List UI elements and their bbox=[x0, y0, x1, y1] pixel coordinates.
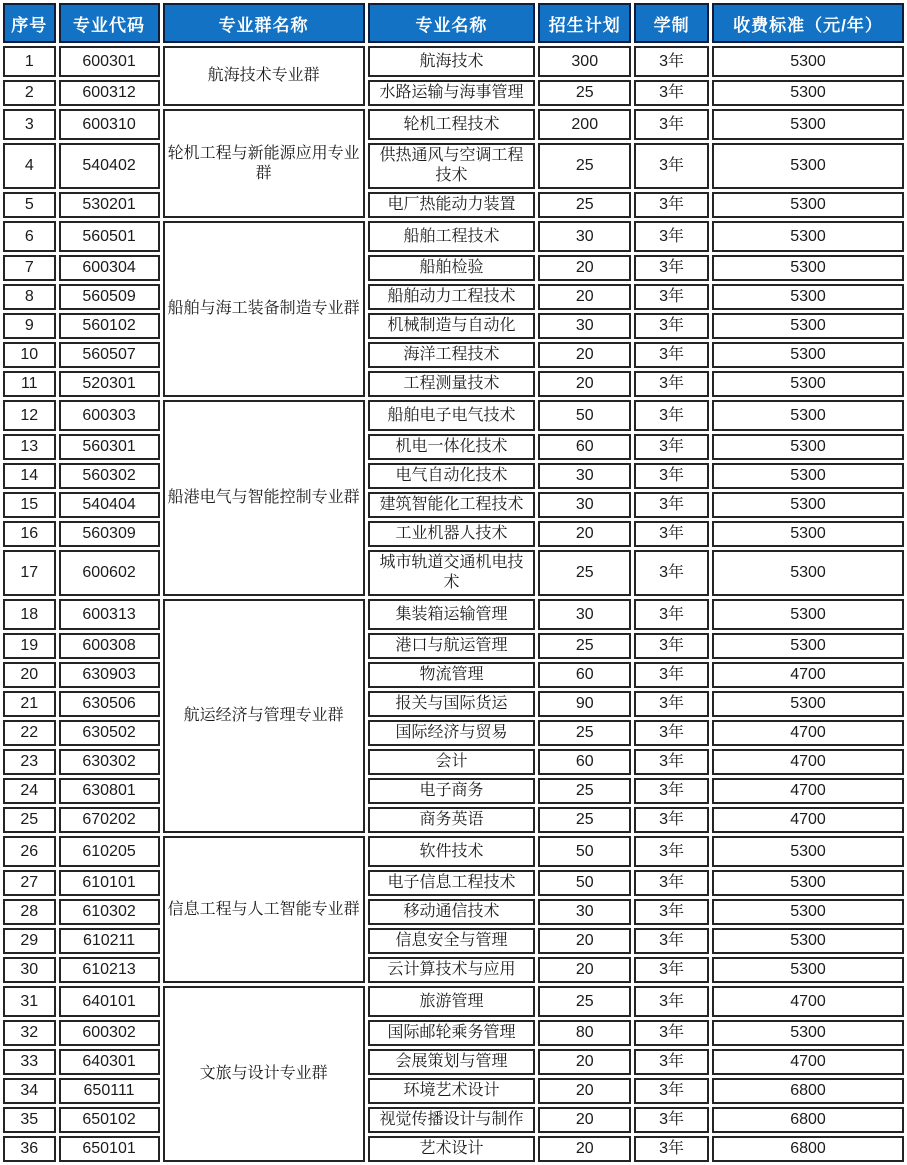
cell-major-name: 国际邮轮乘务管理 bbox=[368, 1020, 536, 1046]
table-row bbox=[3, 550, 904, 596]
cell-major-name: 供热通风与空调工程技术 bbox=[368, 143, 536, 189]
cell-fee: 6800 bbox=[712, 1136, 904, 1162]
table-row bbox=[3, 986, 904, 1017]
table-row bbox=[3, 720, 904, 746]
cell-enrollment-plan: 25 bbox=[538, 80, 631, 106]
cell-serial-number: 2 bbox=[3, 80, 56, 106]
cell-duration: 3年 bbox=[634, 192, 709, 218]
table-row bbox=[3, 255, 904, 281]
cell-major-name: 航海技术 bbox=[368, 46, 536, 77]
cell-serial-number: 24 bbox=[3, 778, 56, 804]
cell-major-code: 560501 bbox=[59, 221, 160, 252]
cell-major-code: 610302 bbox=[59, 899, 160, 925]
cell-duration: 3年 bbox=[634, 720, 709, 746]
cell-major-code: 560302 bbox=[59, 463, 160, 489]
cell-serial-number: 25 bbox=[3, 807, 56, 833]
cell-enrollment-plan: 60 bbox=[538, 662, 631, 688]
cell-major-code: 630903 bbox=[59, 662, 160, 688]
cell-serial-number: 33 bbox=[3, 1049, 56, 1075]
cell-major-name: 云计算技术与应用 bbox=[368, 957, 536, 983]
cell-fee: 5300 bbox=[712, 492, 904, 518]
cell-major-code: 640301 bbox=[59, 1049, 160, 1075]
cell-major-code: 630801 bbox=[59, 778, 160, 804]
cell-fee: 5300 bbox=[712, 599, 904, 630]
table-row bbox=[3, 143, 904, 189]
cell-major-name: 信息安全与管理 bbox=[368, 928, 536, 954]
cell-fee: 5300 bbox=[712, 342, 904, 368]
table-row bbox=[3, 957, 904, 983]
cell-major-code: 530201 bbox=[59, 192, 160, 218]
cell-enrollment-plan: 200 bbox=[538, 109, 631, 140]
cell-major-name: 软件技术 bbox=[368, 836, 536, 867]
cell-major-name: 环境艺术设计 bbox=[368, 1078, 536, 1104]
cell-duration: 3年 bbox=[634, 1107, 709, 1133]
cell-enrollment-plan: 20 bbox=[538, 255, 631, 281]
table-row bbox=[3, 463, 904, 489]
cell-serial-number: 32 bbox=[3, 1020, 56, 1046]
header-major-name: 专业名称 bbox=[368, 3, 536, 43]
cell-major-code: 630502 bbox=[59, 720, 160, 746]
cell-major-group-name: 轮机工程与新能源应用专业群 bbox=[163, 109, 365, 218]
table-row bbox=[3, 46, 904, 77]
cell-major-name: 工业机器人技术 bbox=[368, 521, 536, 547]
cell-enrollment-plan: 25 bbox=[538, 550, 631, 596]
cell-duration: 3年 bbox=[634, 957, 709, 983]
cell-duration: 3年 bbox=[634, 550, 709, 596]
cell-duration: 3年 bbox=[634, 313, 709, 339]
cell-major-name: 报关与国际货运 bbox=[368, 691, 536, 717]
cell-major-code: 540402 bbox=[59, 143, 160, 189]
cell-major-code: 560309 bbox=[59, 521, 160, 547]
cell-fee: 5300 bbox=[712, 550, 904, 596]
cell-serial-number: 5 bbox=[3, 192, 56, 218]
header-major-code: 专业代码 bbox=[59, 3, 160, 43]
cell-major-code: 630506 bbox=[59, 691, 160, 717]
cell-duration: 3年 bbox=[634, 928, 709, 954]
cell-enrollment-plan: 25 bbox=[538, 633, 631, 659]
cell-major-group-name: 船港电气与智能控制专业群 bbox=[163, 400, 365, 596]
cell-serial-number: 30 bbox=[3, 957, 56, 983]
table-row bbox=[3, 109, 904, 140]
cell-fee: 5300 bbox=[712, 463, 904, 489]
header-serial-number: 序号 bbox=[3, 3, 56, 43]
cell-major-name: 城市轨道交通机电技术 bbox=[368, 550, 536, 596]
table-row bbox=[3, 599, 904, 630]
cell-serial-number: 9 bbox=[3, 313, 56, 339]
cell-enrollment-plan: 60 bbox=[538, 434, 631, 460]
cell-fee: 5300 bbox=[712, 434, 904, 460]
table-row bbox=[3, 1136, 904, 1162]
cell-major-name: 港口与航运管理 bbox=[368, 633, 536, 659]
cell-serial-number: 20 bbox=[3, 662, 56, 688]
cell-major-name: 轮机工程技术 bbox=[368, 109, 536, 140]
cell-major-name: 旅游管理 bbox=[368, 986, 536, 1017]
cell-major-code: 600301 bbox=[59, 46, 160, 77]
cell-major-name: 水路运输与海事管理 bbox=[368, 80, 536, 106]
cell-duration: 3年 bbox=[634, 143, 709, 189]
cell-serial-number: 6 bbox=[3, 221, 56, 252]
cell-major-code: 630302 bbox=[59, 749, 160, 775]
cell-serial-number: 22 bbox=[3, 720, 56, 746]
cell-serial-number: 29 bbox=[3, 928, 56, 954]
cell-fee: 5300 bbox=[712, 1020, 904, 1046]
table-row bbox=[3, 400, 904, 431]
table-row bbox=[3, 807, 904, 833]
table-row bbox=[3, 434, 904, 460]
cell-fee: 4700 bbox=[712, 1049, 904, 1075]
cell-fee: 4700 bbox=[712, 662, 904, 688]
cell-major-group-name: 航运经济与管理专业群 bbox=[163, 599, 365, 833]
cell-fee: 4700 bbox=[712, 986, 904, 1017]
cell-major-code: 600302 bbox=[59, 1020, 160, 1046]
table-row bbox=[3, 899, 904, 925]
cell-major-name: 电厂热能动力装置 bbox=[368, 192, 536, 218]
table-row bbox=[3, 1049, 904, 1075]
cell-major-name: 国际经济与贸易 bbox=[368, 720, 536, 746]
cell-fee: 4700 bbox=[712, 720, 904, 746]
cell-duration: 3年 bbox=[634, 521, 709, 547]
cell-serial-number: 3 bbox=[3, 109, 56, 140]
cell-duration: 3年 bbox=[634, 691, 709, 717]
cell-enrollment-plan: 20 bbox=[538, 284, 631, 310]
table-row bbox=[3, 749, 904, 775]
cell-major-code: 600308 bbox=[59, 633, 160, 659]
cell-duration: 3年 bbox=[634, 1136, 709, 1162]
cell-serial-number: 35 bbox=[3, 1107, 56, 1133]
cell-fee: 5300 bbox=[712, 899, 904, 925]
table-row bbox=[3, 371, 904, 397]
cell-enrollment-plan: 20 bbox=[538, 1078, 631, 1104]
cell-enrollment-plan: 50 bbox=[538, 836, 631, 867]
cell-major-name: 船舶工程技术 bbox=[368, 221, 536, 252]
cell-major-code: 600303 bbox=[59, 400, 160, 431]
cell-major-name: 艺术设计 bbox=[368, 1136, 536, 1162]
cell-duration: 3年 bbox=[634, 836, 709, 867]
cell-duration: 3年 bbox=[634, 255, 709, 281]
cell-duration: 3年 bbox=[634, 1020, 709, 1046]
cell-fee: 5300 bbox=[712, 46, 904, 77]
cell-major-code: 670202 bbox=[59, 807, 160, 833]
cell-major-code: 610101 bbox=[59, 870, 160, 896]
cell-fee: 5300 bbox=[712, 957, 904, 983]
cell-serial-number: 31 bbox=[3, 986, 56, 1017]
cell-enrollment-plan: 20 bbox=[538, 957, 631, 983]
cell-major-name: 电气自动化技术 bbox=[368, 463, 536, 489]
cell-major-name: 机械制造与自动化 bbox=[368, 313, 536, 339]
table-row bbox=[3, 284, 904, 310]
cell-enrollment-plan: 90 bbox=[538, 691, 631, 717]
header-major-group-name: 专业群名称 bbox=[163, 3, 365, 43]
table-row bbox=[3, 342, 904, 368]
cell-enrollment-plan: 20 bbox=[538, 521, 631, 547]
cell-enrollment-plan: 60 bbox=[538, 749, 631, 775]
cell-serial-number: 1 bbox=[3, 46, 56, 77]
cell-major-name: 电子信息工程技术 bbox=[368, 870, 536, 896]
cell-enrollment-plan: 20 bbox=[538, 342, 631, 368]
header-fee-standard: 收费标准（元/年） bbox=[712, 3, 904, 43]
cell-duration: 3年 bbox=[634, 80, 709, 106]
cell-fee: 5300 bbox=[712, 521, 904, 547]
cell-serial-number: 21 bbox=[3, 691, 56, 717]
cell-enrollment-plan: 20 bbox=[538, 1107, 631, 1133]
table-row bbox=[3, 80, 904, 106]
cell-major-code: 560507 bbox=[59, 342, 160, 368]
cell-fee: 5300 bbox=[712, 400, 904, 431]
cell-major-code: 520301 bbox=[59, 371, 160, 397]
cell-duration: 3年 bbox=[634, 221, 709, 252]
cell-major-name: 会计 bbox=[368, 749, 536, 775]
cell-serial-number: 13 bbox=[3, 434, 56, 460]
cell-enrollment-plan: 25 bbox=[538, 807, 631, 833]
cell-duration: 3年 bbox=[634, 899, 709, 925]
cell-enrollment-plan: 20 bbox=[538, 371, 631, 397]
cell-serial-number: 28 bbox=[3, 899, 56, 925]
table-row bbox=[3, 192, 904, 218]
cell-fee: 5300 bbox=[712, 633, 904, 659]
cell-serial-number: 16 bbox=[3, 521, 56, 547]
cell-serial-number: 17 bbox=[3, 550, 56, 596]
cell-major-code: 650102 bbox=[59, 1107, 160, 1133]
cell-enrollment-plan: 25 bbox=[538, 143, 631, 189]
cell-fee: 5300 bbox=[712, 836, 904, 867]
cell-major-name: 工程测量技术 bbox=[368, 371, 536, 397]
cell-enrollment-plan: 80 bbox=[538, 1020, 631, 1046]
cell-fee: 5300 bbox=[712, 928, 904, 954]
cell-fee: 6800 bbox=[712, 1078, 904, 1104]
cell-enrollment-plan: 30 bbox=[538, 313, 631, 339]
cell-major-code: 600602 bbox=[59, 550, 160, 596]
cell-serial-number: 14 bbox=[3, 463, 56, 489]
cell-enrollment-plan: 30 bbox=[538, 492, 631, 518]
cell-serial-number: 34 bbox=[3, 1078, 56, 1104]
cell-major-name: 船舶电子电气技术 bbox=[368, 400, 536, 431]
table-row bbox=[3, 870, 904, 896]
cell-enrollment-plan: 20 bbox=[538, 1049, 631, 1075]
cell-fee: 5300 bbox=[712, 870, 904, 896]
cell-duration: 3年 bbox=[634, 400, 709, 431]
cell-major-code: 600310 bbox=[59, 109, 160, 140]
table-row bbox=[3, 313, 904, 339]
cell-fee: 5300 bbox=[712, 109, 904, 140]
cell-major-group-name: 船舶与海工装备制造专业群 bbox=[163, 221, 365, 397]
header-row bbox=[3, 3, 904, 43]
table-row bbox=[3, 662, 904, 688]
cell-duration: 3年 bbox=[634, 807, 709, 833]
cell-serial-number: 18 bbox=[3, 599, 56, 630]
cell-duration: 3年 bbox=[634, 342, 709, 368]
cell-fee: 5300 bbox=[712, 221, 904, 252]
cell-major-name: 建筑智能化工程技术 bbox=[368, 492, 536, 518]
cell-duration: 3年 bbox=[634, 870, 709, 896]
cell-fee: 4700 bbox=[712, 749, 904, 775]
cell-major-name: 移动通信技术 bbox=[368, 899, 536, 925]
cell-fee: 5300 bbox=[712, 192, 904, 218]
header-enrollment-plan: 招生计划 bbox=[538, 3, 631, 43]
cell-fee: 5300 bbox=[712, 143, 904, 189]
cell-fee: 6800 bbox=[712, 1107, 904, 1133]
cell-major-name: 物流管理 bbox=[368, 662, 536, 688]
cell-major-group-name: 航海技术专业群 bbox=[163, 46, 365, 106]
cell-major-code: 640101 bbox=[59, 986, 160, 1017]
cell-serial-number: 15 bbox=[3, 492, 56, 518]
cell-major-code: 650111 bbox=[59, 1078, 160, 1104]
cell-fee: 4700 bbox=[712, 778, 904, 804]
cell-duration: 3年 bbox=[634, 371, 709, 397]
cell-duration: 3年 bbox=[634, 986, 709, 1017]
cell-major-name: 电子商务 bbox=[368, 778, 536, 804]
cell-major-name: 会展策划与管理 bbox=[368, 1049, 536, 1075]
cell-duration: 3年 bbox=[634, 434, 709, 460]
cell-enrollment-plan: 30 bbox=[538, 221, 631, 252]
cell-duration: 3年 bbox=[634, 599, 709, 630]
cell-duration: 3年 bbox=[634, 284, 709, 310]
cell-serial-number: 36 bbox=[3, 1136, 56, 1162]
cell-major-code: 650101 bbox=[59, 1136, 160, 1162]
cell-major-name: 船舶动力工程技术 bbox=[368, 284, 536, 310]
cell-enrollment-plan: 20 bbox=[538, 928, 631, 954]
cell-duration: 3年 bbox=[634, 1049, 709, 1075]
table-row bbox=[3, 1107, 904, 1133]
cell-major-code: 560102 bbox=[59, 313, 160, 339]
cell-fee: 5300 bbox=[712, 80, 904, 106]
cell-major-name: 集装箱运输管理 bbox=[368, 599, 536, 630]
cell-major-code: 600313 bbox=[59, 599, 160, 630]
cell-duration: 3年 bbox=[634, 749, 709, 775]
cell-duration: 3年 bbox=[634, 633, 709, 659]
cell-major-group-name: 文旅与设计专业群 bbox=[163, 986, 365, 1162]
cell-enrollment-plan: 30 bbox=[538, 463, 631, 489]
cell-enrollment-plan: 50 bbox=[538, 870, 631, 896]
cell-enrollment-plan: 300 bbox=[538, 46, 631, 77]
table-row bbox=[3, 691, 904, 717]
cell-serial-number: 26 bbox=[3, 836, 56, 867]
cell-major-code: 610211 bbox=[59, 928, 160, 954]
table-row bbox=[3, 492, 904, 518]
cell-major-name: 船舶检验 bbox=[368, 255, 536, 281]
cell-major-code: 610213 bbox=[59, 957, 160, 983]
table-row bbox=[3, 1020, 904, 1046]
cell-serial-number: 8 bbox=[3, 284, 56, 310]
cell-duration: 3年 bbox=[634, 463, 709, 489]
cell-major-name: 海洋工程技术 bbox=[368, 342, 536, 368]
table-body bbox=[3, 46, 904, 1162]
cell-serial-number: 23 bbox=[3, 749, 56, 775]
table-row bbox=[3, 221, 904, 252]
cell-duration: 3年 bbox=[634, 662, 709, 688]
table-row bbox=[3, 928, 904, 954]
cell-serial-number: 11 bbox=[3, 371, 56, 397]
cell-duration: 3年 bbox=[634, 778, 709, 804]
cell-serial-number: 7 bbox=[3, 255, 56, 281]
header-duration: 学制 bbox=[634, 3, 709, 43]
cell-enrollment-plan: 25 bbox=[538, 720, 631, 746]
table-row bbox=[3, 521, 904, 547]
cell-major-code: 540404 bbox=[59, 492, 160, 518]
cell-enrollment-plan: 30 bbox=[538, 899, 631, 925]
cell-enrollment-plan: 25 bbox=[538, 192, 631, 218]
cell-major-code: 600304 bbox=[59, 255, 160, 281]
cell-fee: 5300 bbox=[712, 691, 904, 717]
cell-major-group-name: 信息工程与人工智能专业群 bbox=[163, 836, 365, 983]
cell-serial-number: 4 bbox=[3, 143, 56, 189]
cell-serial-number: 19 bbox=[3, 633, 56, 659]
cell-major-name: 商务英语 bbox=[368, 807, 536, 833]
cell-duration: 3年 bbox=[634, 46, 709, 77]
cell-fee: 5300 bbox=[712, 313, 904, 339]
cell-serial-number: 10 bbox=[3, 342, 56, 368]
cell-major-name: 视觉传播设计与制作 bbox=[368, 1107, 536, 1133]
table-row bbox=[3, 1078, 904, 1104]
cell-major-code: 560509 bbox=[59, 284, 160, 310]
cell-fee: 5300 bbox=[712, 255, 904, 281]
cell-duration: 3年 bbox=[634, 1078, 709, 1104]
table-row bbox=[3, 778, 904, 804]
cell-duration: 3年 bbox=[634, 492, 709, 518]
cell-serial-number: 12 bbox=[3, 400, 56, 431]
cell-enrollment-plan: 20 bbox=[538, 1136, 631, 1162]
cell-fee: 5300 bbox=[712, 284, 904, 310]
cell-enrollment-plan: 50 bbox=[538, 400, 631, 431]
cell-serial-number: 27 bbox=[3, 870, 56, 896]
cell-enrollment-plan: 25 bbox=[538, 986, 631, 1017]
cell-enrollment-plan: 30 bbox=[538, 599, 631, 630]
cell-major-code: 600312 bbox=[59, 80, 160, 106]
table-row bbox=[3, 633, 904, 659]
cell-duration: 3年 bbox=[634, 109, 709, 140]
table-row bbox=[3, 836, 904, 867]
cell-major-name: 机电一体化技术 bbox=[368, 434, 536, 460]
cell-fee: 4700 bbox=[712, 807, 904, 833]
cell-major-code: 610205 bbox=[59, 836, 160, 867]
cell-fee: 5300 bbox=[712, 371, 904, 397]
cell-major-code: 560301 bbox=[59, 434, 160, 460]
cell-enrollment-plan: 25 bbox=[538, 778, 631, 804]
